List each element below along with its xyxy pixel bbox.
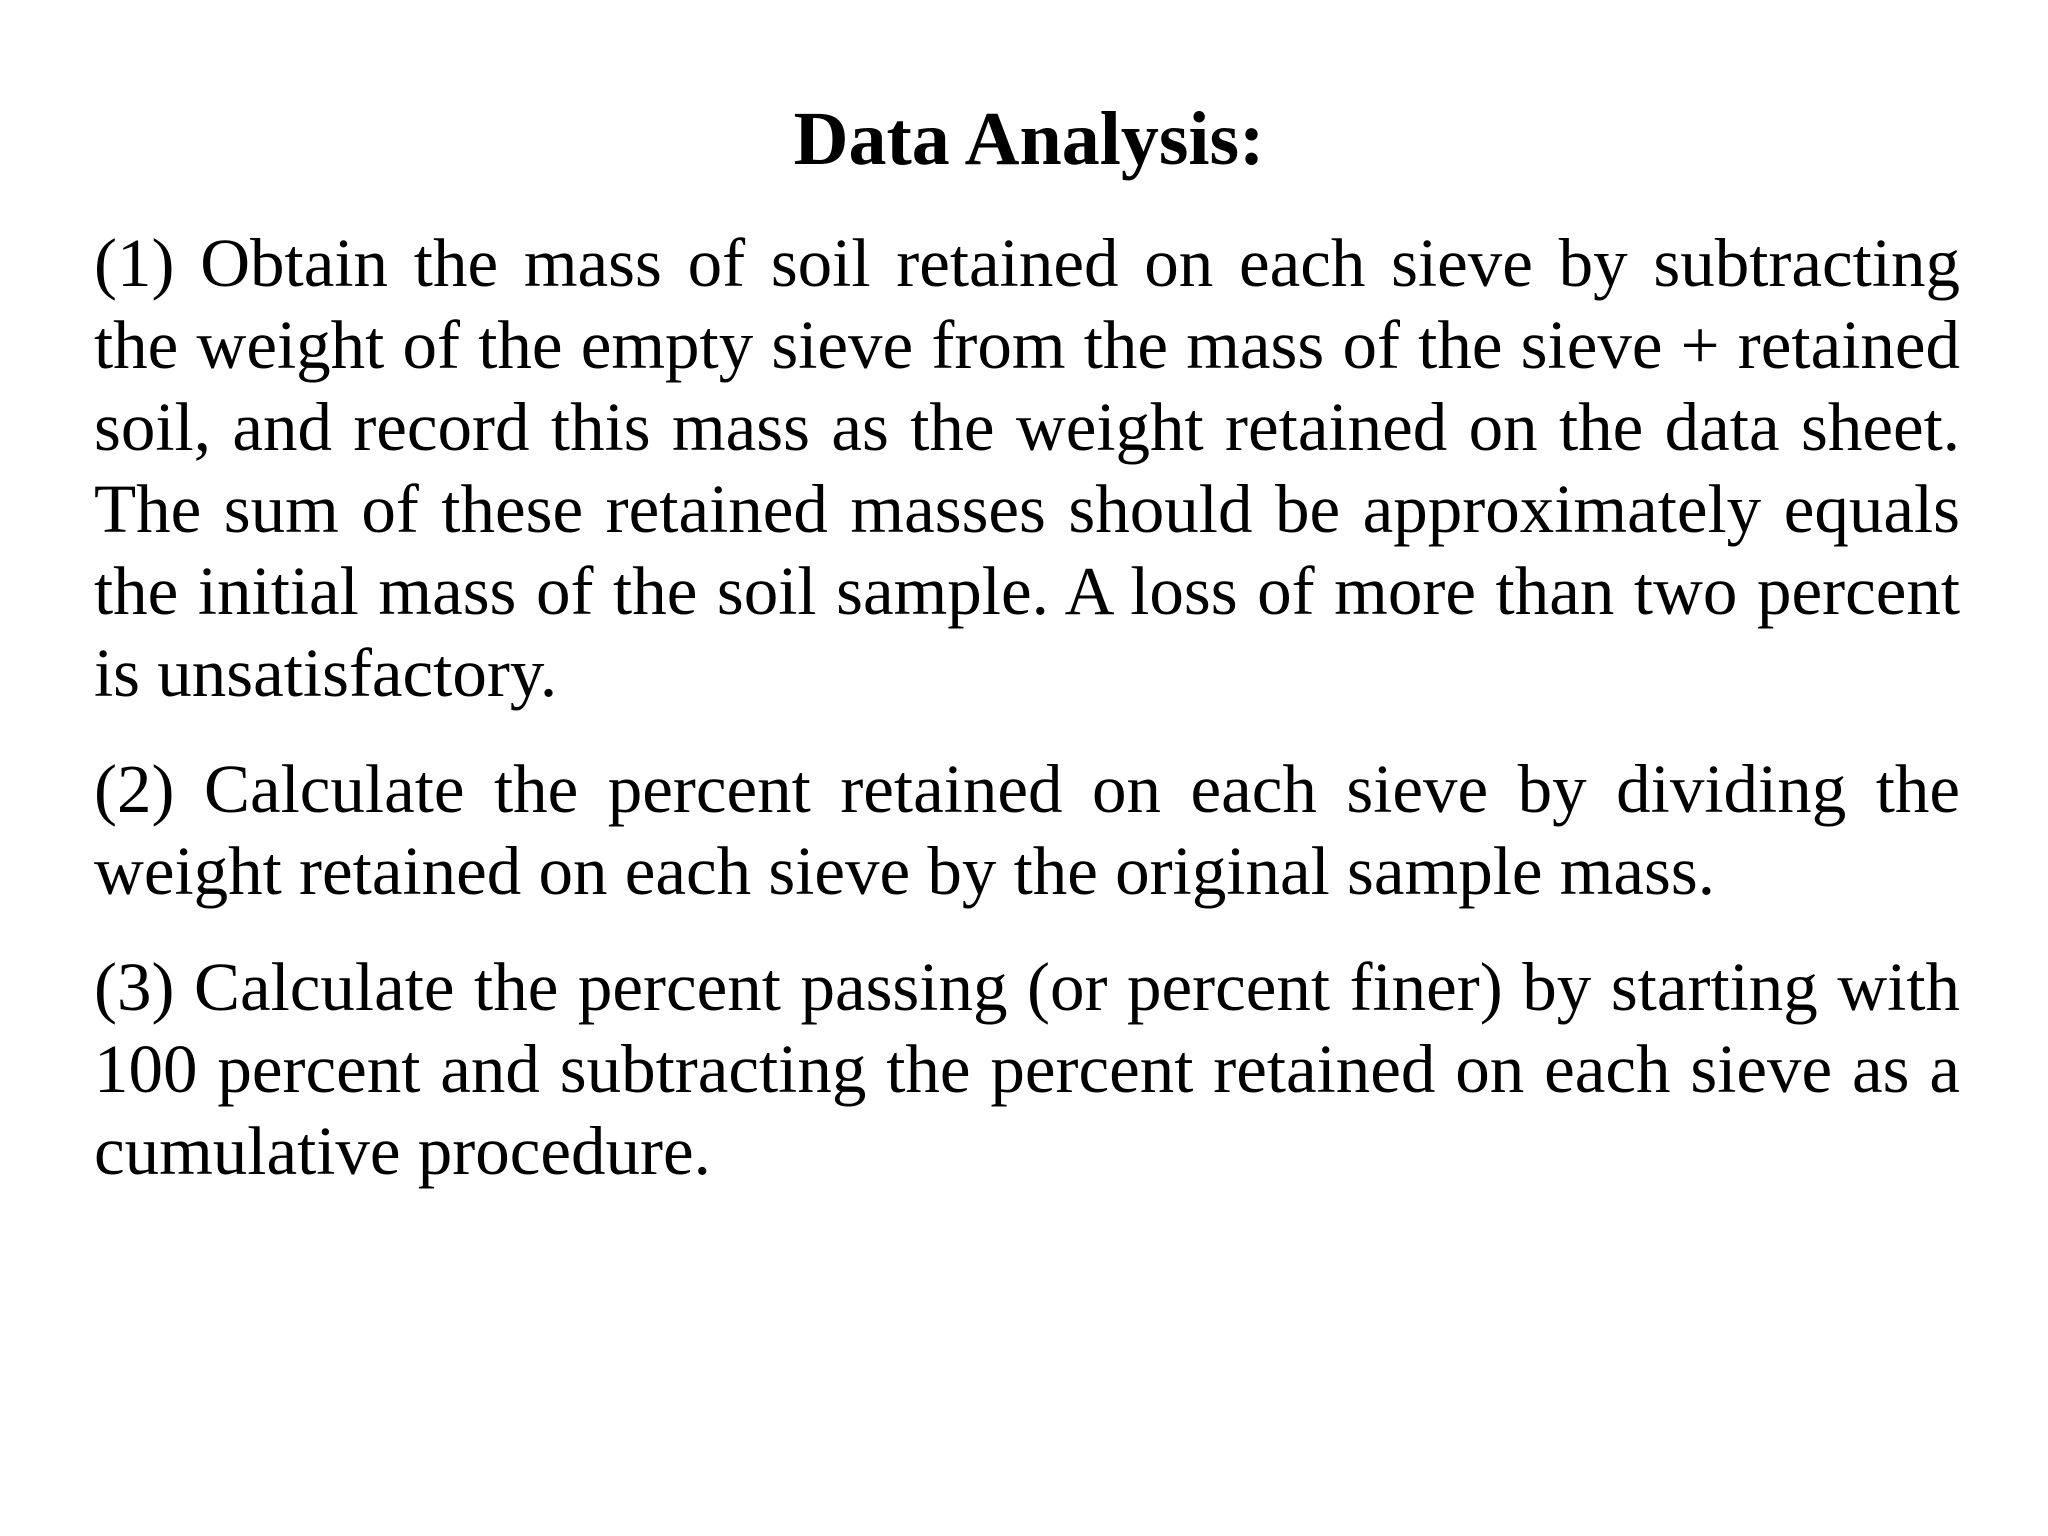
paragraph-step-2: (2) Calculate the percent retained on each sieve by dividing the weight retained on each sieve by the original sample mass. bbox=[94, 751, 1960, 909]
paragraph-step-3: (3) Calculate the percent passing (or percent finer) by starting with 100 percent and subtracting the percent retained on each sieve as a cumulative procedure. bbox=[94, 949, 1960, 1189]
paragraph-step-1: (1) Obtain the mass of soil retained on each sieve by subtracting the weight of the empty sieve from the mass of the sieve + retained soil, and record this mass as the weight retained on the data sheet. The sum of these retained masses should be approximately equals the initial mass of the soil sample. A loss of more than two percent is unsatisfactory. bbox=[94, 225, 1960, 711]
slide-title: Data Analysis: bbox=[793, 97, 1265, 181]
slide-body bbox=[94, 222, 1960, 1192]
